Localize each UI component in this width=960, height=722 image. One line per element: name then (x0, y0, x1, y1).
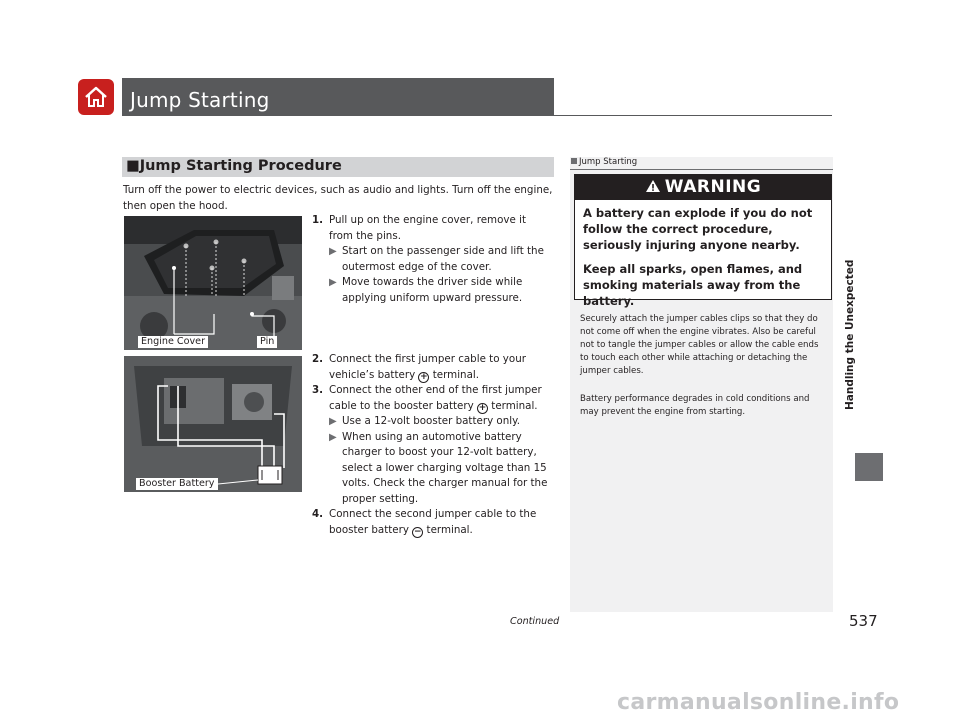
sidebar-note-2: Battery performance degrades in cold conditions and may prevent the engine from starting. (580, 394, 810, 417)
steps-group-2 (312, 352, 552, 538)
intro-paragraph: Turn off the power to electric devices, such as audio and lights. Turn off the engine, then open the hood. (123, 184, 553, 212)
engine-cover-label: Engine Cover (138, 336, 208, 348)
sidebar-divider (570, 169, 833, 170)
chapter-tab[interactable]: Handling the Unexpected (844, 259, 856, 410)
section-heading: ■Jump Starting Procedure (126, 158, 342, 174)
step-1: 1. Pull up on the engine cover, remove it from the pins. (312, 214, 526, 242)
continued-label: Continued (510, 616, 560, 627)
arrow-icon: ▶ (329, 246, 337, 257)
sidebar-tag: Jump Starting (571, 157, 637, 167)
warning-header: WARNING (575, 175, 831, 200)
home-button[interactable] (78, 79, 114, 115)
page-title: Jump Starting (130, 88, 270, 112)
step-3-sub-a: ▶ Use a 12-volt booster battery only. (312, 414, 552, 430)
arrow-icon: ▶ (329, 277, 337, 288)
section-heading-bar (122, 157, 554, 177)
page-title-bar (122, 78, 554, 115)
steps-group-1 (312, 213, 552, 306)
home-icon (82, 83, 110, 111)
arrow-icon: ▶ (329, 416, 337, 427)
engine-cover-figure (124, 216, 302, 350)
warning-text-1: A battery can explode if you do not follow the correct procedure, seriously injuring anyone nearby. (583, 206, 813, 252)
step-2: 2. Connect the first jumper cable to your vehicle’s battery + terminal. (312, 353, 526, 382)
chapter-marker (855, 453, 883, 481)
step-3-sub-b: ▶ When using an automotive battery charger to boost your 12-volt battery, select a lower charging voltage than 15 volts. Check the charger manual for the proper setting. (329, 430, 548, 505)
minus-terminal-icon: − (413, 526, 422, 537)
booster-battery-figure (124, 356, 302, 492)
page-number: 537 (849, 612, 878, 630)
step-1-sub-b: ▶ Move towards the driver side while applying uniform upward pressure. (329, 276, 523, 304)
plus-terminal-icon: + (478, 402, 487, 413)
step-3: 3. Connect the other end of the first jumper cable to the booster battery + terminal. (312, 384, 542, 413)
watermark: carmanualsonline.info (617, 690, 900, 715)
plus-terminal-icon: + (420, 371, 428, 382)
tag-square-icon (571, 158, 577, 164)
pin-label: Pin (257, 336, 277, 348)
step-1-sub-a: ▶ Start on the passenger side and lift the outermost edge of the cover. (329, 245, 544, 273)
title-divider (122, 115, 832, 116)
warning-box (574, 174, 832, 308)
sidebar-note-1: Securely attach the jumper cables clips so that they do not come off when the engine vibrates. Also be careful not to tangle the jumper cables or allow the cable ends to touch each other while attaching or detaching the jumper cables. (580, 314, 819, 376)
warning-triangle-icon (645, 179, 661, 193)
arrow-icon: ▶ (329, 431, 337, 443)
step-4: 4. Connect the second jumper cable to the booster battery − terminal. (312, 508, 537, 537)
warning-text-2: Keep all sparks, open flames, and smoking materials away from the battery. (583, 262, 803, 308)
booster-battery-label: Booster Battery (136, 478, 218, 490)
